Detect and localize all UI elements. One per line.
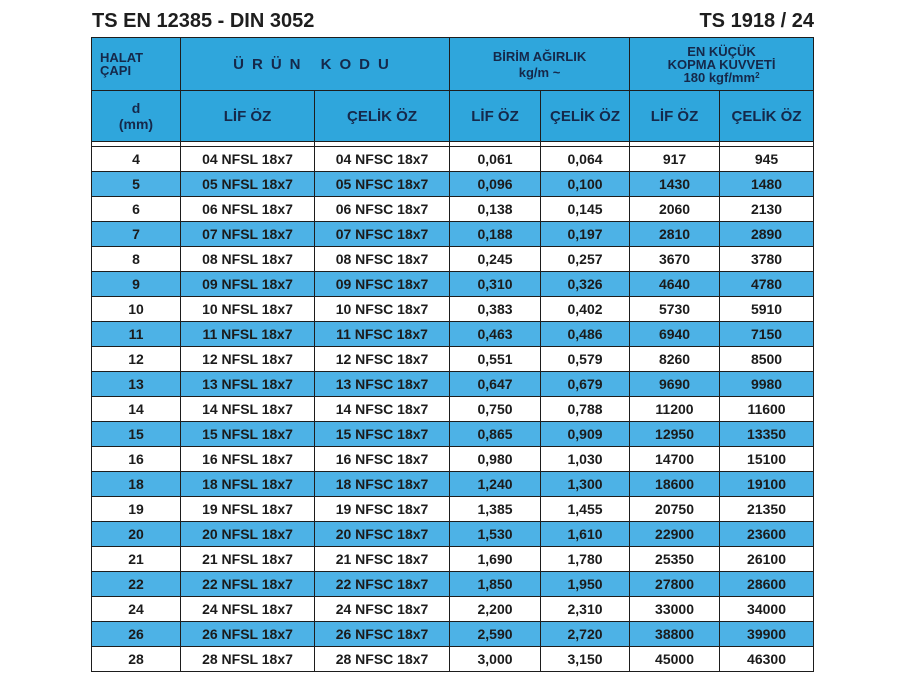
cell-diameter: 9 — [92, 272, 181, 297]
cell-force-lif-oz: 18600 — [630, 472, 720, 497]
table-row — [92, 147, 814, 172]
cell-code-lif-oz: 11 NFSL 18x7 — [181, 322, 315, 347]
table-row — [92, 472, 814, 497]
cell-diameter: 12 — [92, 347, 181, 372]
cell-diameter: 18 — [92, 472, 181, 497]
cell-weight-lif-oz: 1,385 — [450, 497, 541, 522]
cell-diameter: 8 — [92, 247, 181, 272]
cell-weight-celik-oz: 0,402 — [541, 297, 630, 322]
cell-weight-celik-oz: 1,455 — [541, 497, 630, 522]
cell-code-celik-oz: 14 NFSC 18x7 — [315, 397, 450, 422]
table-row — [92, 397, 814, 422]
cell-code-lif-oz: 08 NFSL 18x7 — [181, 247, 315, 272]
d-line1: d — [131, 100, 141, 116]
cell-force-lif-oz: 8260 — [630, 347, 720, 372]
cell-weight-celik-oz: 0,909 — [541, 422, 630, 447]
table-row — [92, 347, 814, 372]
cell-diameter: 15 — [92, 422, 181, 447]
cell-code-lif-oz: 10 NFSL 18x7 — [181, 297, 315, 322]
cell-weight-celik-oz: 3,150 — [541, 647, 630, 672]
kopma-unit: 180 kgf/mm — [683, 69, 756, 85]
cell-force-lif-oz: 4640 — [630, 272, 720, 297]
table-row — [92, 172, 814, 197]
cell-force-lif-oz: 1430 — [630, 172, 720, 197]
cell-weight-celik-oz: 0,679 — [541, 372, 630, 397]
cell-force-lif-oz: 6940 — [630, 322, 720, 347]
cell-diameter: 5 — [92, 172, 181, 197]
birim-agirlik-line2: kg/m ~ — [518, 64, 561, 80]
col-header-force-lif-oz: LİF ÖZ — [630, 91, 720, 142]
cell-force-celik-oz: 19100 — [720, 472, 814, 497]
kopma-line2: KOPMA KUVVETİ — [667, 56, 776, 72]
cell-diameter: 11 — [92, 322, 181, 347]
cell-force-lif-oz: 2810 — [630, 222, 720, 247]
cell-force-celik-oz: 46300 — [720, 647, 814, 672]
cell-code-lif-oz: 19 NFSL 18x7 — [181, 497, 315, 522]
cell-diameter: 22 — [92, 572, 181, 597]
table-row — [92, 447, 814, 472]
cell-diameter: 10 — [92, 297, 181, 322]
cell-weight-lif-oz: 0,310 — [450, 272, 541, 297]
table-row — [92, 197, 814, 222]
cell-force-celik-oz: 15100 — [720, 447, 814, 472]
cell-weight-lif-oz: 0,551 — [450, 347, 541, 372]
cell-code-celik-oz: 19 NFSC 18x7 — [315, 497, 450, 522]
cell-weight-celik-oz: 0,788 — [541, 397, 630, 422]
cell-diameter: 13 — [92, 372, 181, 397]
table-row — [92, 522, 814, 547]
cell-code-celik-oz: 13 NFSC 18x7 — [315, 372, 450, 397]
col-header-code-celik-oz: ÇELİK ÖZ — [315, 91, 450, 142]
cell-diameter: 28 — [92, 647, 181, 672]
standard-title-right: TS 1918 / 24 — [699, 9, 814, 32]
table-row — [92, 222, 814, 247]
cell-force-celik-oz: 28600 — [720, 572, 814, 597]
cell-diameter: 24 — [92, 597, 181, 622]
cell-force-lif-oz: 3670 — [630, 247, 720, 272]
table-row — [92, 647, 814, 672]
cell-weight-lif-oz: 0,096 — [450, 172, 541, 197]
cell-force-lif-oz: 33000 — [630, 597, 720, 622]
cell-weight-celik-oz: 0,257 — [541, 247, 630, 272]
cell-code-celik-oz: 12 NFSC 18x7 — [315, 347, 450, 372]
cell-code-lif-oz: 07 NFSL 18x7 — [181, 222, 315, 247]
cell-diameter: 21 — [92, 547, 181, 572]
cell-code-lif-oz: 24 NFSL 18x7 — [181, 597, 315, 622]
cell-weight-celik-oz: 0,326 — [541, 272, 630, 297]
cell-force-celik-oz: 11600 — [720, 397, 814, 422]
table-row — [92, 547, 814, 572]
cell-weight-celik-oz: 1,030 — [541, 447, 630, 472]
birim-agirlik-line1: BİRİM AĞIRLIK — [492, 48, 587, 64]
header-row-2 — [92, 91, 814, 142]
cell-code-celik-oz: 16 NFSC 18x7 — [315, 447, 450, 472]
cell-code-lif-oz: 21 NFSL 18x7 — [181, 547, 315, 572]
cell-weight-lif-oz: 0,980 — [450, 447, 541, 472]
cell-weight-celik-oz: 0,197 — [541, 222, 630, 247]
cell-code-lif-oz: 14 NFSL 18x7 — [181, 397, 315, 422]
cell-weight-lif-oz: 3,000 — [450, 647, 541, 672]
cell-force-celik-oz: 34000 — [720, 597, 814, 622]
cell-weight-lif-oz: 1,690 — [450, 547, 541, 572]
table-row — [92, 572, 814, 597]
table-row — [92, 247, 814, 272]
halat-capi-line2: ÇAPI — [100, 63, 132, 78]
col-header-weight-lif-oz: LİF ÖZ — [450, 91, 541, 142]
cell-diameter: 6 — [92, 197, 181, 222]
col-header-birim-agirlik — [450, 38, 630, 91]
cell-weight-celik-oz: 0,064 — [541, 147, 630, 172]
cell-code-celik-oz: 08 NFSC 18x7 — [315, 247, 450, 272]
cell-force-celik-oz: 21350 — [720, 497, 814, 522]
cell-code-celik-oz: 24 NFSC 18x7 — [315, 597, 450, 622]
col-header-d-mm — [92, 91, 181, 142]
cell-force-lif-oz: 27800 — [630, 572, 720, 597]
table-row — [92, 372, 814, 397]
cell-weight-lif-oz: 0,463 — [450, 322, 541, 347]
cell-code-lif-oz: 18 NFSL 18x7 — [181, 472, 315, 497]
cell-code-lif-oz: 15 NFSL 18x7 — [181, 422, 315, 447]
cell-diameter: 14 — [92, 397, 181, 422]
cell-code-lif-oz: 28 NFSL 18x7 — [181, 647, 315, 672]
cell-weight-lif-oz: 2,200 — [450, 597, 541, 622]
table-row — [92, 422, 814, 447]
cell-code-celik-oz: 04 NFSC 18x7 — [315, 147, 450, 172]
cell-force-lif-oz: 2060 — [630, 197, 720, 222]
cell-weight-celik-oz: 1,780 — [541, 547, 630, 572]
cell-force-lif-oz: 9690 — [630, 372, 720, 397]
cell-weight-celik-oz: 2,720 — [541, 622, 630, 647]
table-body — [92, 147, 814, 672]
cell-code-celik-oz: 15 NFSC 18x7 — [315, 422, 450, 447]
col-header-urun-kodu: ÜRÜN KODU — [181, 38, 450, 91]
cell-force-celik-oz: 7150 — [720, 322, 814, 347]
cell-weight-lif-oz: 0,865 — [450, 422, 541, 447]
cell-weight-lif-oz: 0,245 — [450, 247, 541, 272]
cell-code-lif-oz: 20 NFSL 18x7 — [181, 522, 315, 547]
cell-weight-lif-oz: 2,590 — [450, 622, 541, 647]
table-row — [92, 597, 814, 622]
kopma-line3 — [630, 71, 813, 84]
cell-weight-celik-oz: 2,310 — [541, 597, 630, 622]
cell-force-celik-oz: 4780 — [720, 272, 814, 297]
cell-force-celik-oz: 2130 — [720, 197, 814, 222]
cell-code-celik-oz: 22 NFSC 18x7 — [315, 572, 450, 597]
cell-code-celik-oz: 26 NFSC 18x7 — [315, 622, 450, 647]
col-header-force-celik-oz: ÇELİK ÖZ — [720, 91, 814, 142]
cell-force-lif-oz: 25350 — [630, 547, 720, 572]
cell-weight-lif-oz: 1,240 — [450, 472, 541, 497]
cell-code-lif-oz: 26 NFSL 18x7 — [181, 622, 315, 647]
cell-weight-lif-oz: 0,138 — [450, 197, 541, 222]
cell-diameter: 20 — [92, 522, 181, 547]
wire-rope-spec-table — [91, 37, 814, 672]
cell-code-celik-oz: 07 NFSC 18x7 — [315, 222, 450, 247]
cell-code-lif-oz: 13 NFSL 18x7 — [181, 372, 315, 397]
cell-code-lif-oz: 06 NFSL 18x7 — [181, 197, 315, 222]
cell-weight-lif-oz: 1,530 — [450, 522, 541, 547]
cell-weight-lif-oz: 0,188 — [450, 222, 541, 247]
cell-force-lif-oz: 20750 — [630, 497, 720, 522]
cell-force-celik-oz: 23600 — [720, 522, 814, 547]
table-row — [92, 272, 814, 297]
cell-code-celik-oz: 09 NFSC 18x7 — [315, 272, 450, 297]
cell-code-lif-oz: 22 NFSL 18x7 — [181, 572, 315, 597]
cell-code-celik-oz: 20 NFSC 18x7 — [315, 522, 450, 547]
kopma-line1: EN KÜÇÜK — [687, 43, 756, 59]
table-row — [92, 297, 814, 322]
cell-weight-lif-oz: 0,383 — [450, 297, 541, 322]
cell-weight-lif-oz: 0,750 — [450, 397, 541, 422]
cell-code-lif-oz: 05 NFSL 18x7 — [181, 172, 315, 197]
cell-force-lif-oz: 5730 — [630, 297, 720, 322]
cell-force-celik-oz: 13350 — [720, 422, 814, 447]
cell-code-celik-oz: 05 NFSC 18x7 — [315, 172, 450, 197]
cell-weight-lif-oz: 0,061 — [450, 147, 541, 172]
cell-force-lif-oz: 11200 — [630, 397, 720, 422]
cell-weight-celik-oz: 0,579 — [541, 347, 630, 372]
cell-force-celik-oz: 1480 — [720, 172, 814, 197]
cell-weight-celik-oz: 1,300 — [541, 472, 630, 497]
cell-diameter: 26 — [92, 622, 181, 647]
cell-force-celik-oz: 8500 — [720, 347, 814, 372]
cell-code-lif-oz: 09 NFSL 18x7 — [181, 272, 315, 297]
col-header-halat-capi — [92, 38, 181, 91]
kopma-unit-superscript: 2 — [755, 70, 760, 80]
cell-diameter: 16 — [92, 447, 181, 472]
d-line2: (mm) — [118, 116, 154, 132]
cell-code-celik-oz: 10 NFSC 18x7 — [315, 297, 450, 322]
col-header-kopma-kuvveti — [630, 38, 814, 91]
cell-code-celik-oz: 21 NFSC 18x7 — [315, 547, 450, 572]
table-row — [92, 497, 814, 522]
cell-weight-celik-oz: 0,145 — [541, 197, 630, 222]
cell-weight-lif-oz: 0,647 — [450, 372, 541, 397]
table-row — [92, 322, 814, 347]
cell-code-lif-oz: 12 NFSL 18x7 — [181, 347, 315, 372]
cell-diameter: 4 — [92, 147, 181, 172]
title-row — [92, 8, 814, 34]
cell-weight-celik-oz: 1,610 — [541, 522, 630, 547]
standard-title-left: TS EN 12385 - DIN 3052 — [92, 9, 315, 32]
cell-code-lif-oz: 16 NFSL 18x7 — [181, 447, 315, 472]
halat-capi-line1: HALAT — [100, 50, 144, 65]
cell-diameter: 7 — [92, 222, 181, 247]
cell-weight-celik-oz: 1,950 — [541, 572, 630, 597]
cell-diameter: 19 — [92, 497, 181, 522]
col-header-weight-celik-oz: ÇELİK ÖZ — [541, 91, 630, 142]
cell-force-celik-oz: 26100 — [720, 547, 814, 572]
cell-force-lif-oz: 38800 — [630, 622, 720, 647]
cell-force-lif-oz: 22900 — [630, 522, 720, 547]
cell-code-celik-oz: 28 NFSC 18x7 — [315, 647, 450, 672]
cell-code-celik-oz: 06 NFSC 18x7 — [315, 197, 450, 222]
cell-force-celik-oz: 39900 — [720, 622, 814, 647]
cell-code-celik-oz: 18 NFSC 18x7 — [315, 472, 450, 497]
cell-force-celik-oz: 5910 — [720, 297, 814, 322]
cell-force-celik-oz: 3780 — [720, 247, 814, 272]
cell-force-celik-oz: 9980 — [720, 372, 814, 397]
cell-weight-lif-oz: 1,850 — [450, 572, 541, 597]
cell-weight-celik-oz: 0,486 — [541, 322, 630, 347]
cell-code-lif-oz: 04 NFSL 18x7 — [181, 147, 315, 172]
cell-force-lif-oz: 14700 — [630, 447, 720, 472]
table-row — [92, 622, 814, 647]
header-row-1 — [92, 38, 814, 91]
cell-force-lif-oz: 45000 — [630, 647, 720, 672]
cell-force-celik-oz: 945 — [720, 147, 814, 172]
cell-force-lif-oz: 12950 — [630, 422, 720, 447]
cell-force-lif-oz: 917 — [630, 147, 720, 172]
cell-code-celik-oz: 11 NFSC 18x7 — [315, 322, 450, 347]
col-header-code-lif-oz: LİF ÖZ — [181, 91, 315, 142]
cell-weight-celik-oz: 0,100 — [541, 172, 630, 197]
cell-force-celik-oz: 2890 — [720, 222, 814, 247]
